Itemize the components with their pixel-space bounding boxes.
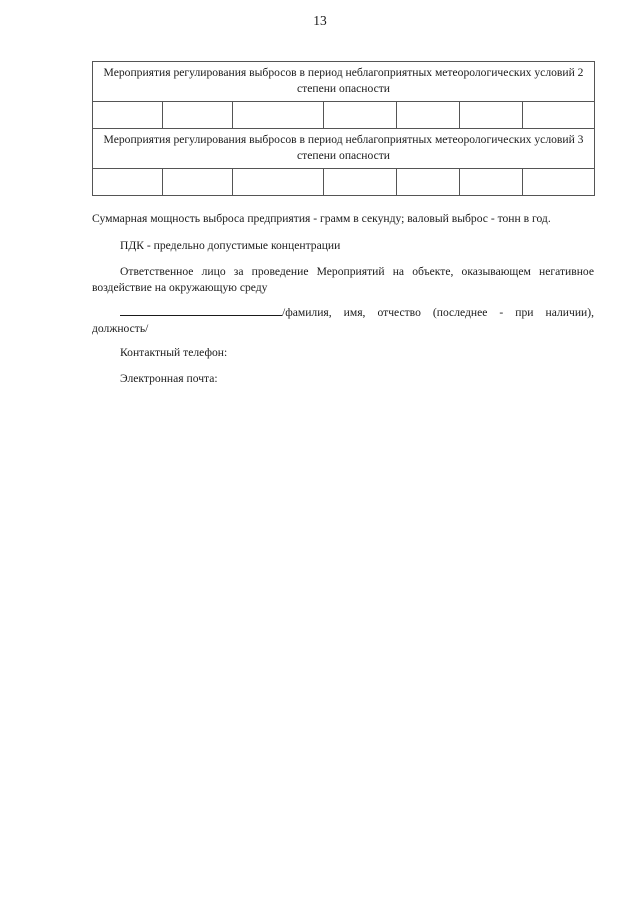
table-cell — [523, 102, 595, 129]
table-cell — [397, 102, 460, 129]
email-label: Электронная почта: — [120, 372, 218, 385]
signature-caption: /фамилия, имя, отчество (последнее - при наличии), должность/ — [92, 306, 594, 335]
phone-label: Контактный телефон: — [120, 346, 228, 359]
table-row — [93, 129, 595, 169]
table-cell — [397, 169, 460, 196]
responsible-person-text: Ответственное лицо за проведение Мероприятий на объекте, оказывающем негативное воздействие на окружающую среду — [92, 265, 594, 294]
table-cell — [324, 169, 397, 196]
signature-line — [120, 303, 282, 316]
section-2-title: Мероприятия регулирования выбросов в период неблагоприятных метеорологических условий 2 степени опасности — [93, 62, 595, 102]
signature-block — [92, 303, 594, 337]
table-row — [93, 169, 595, 196]
table-row — [93, 102, 595, 129]
table-cell — [233, 169, 324, 196]
section-3-title: Мероприятия регулирования выбросов в период неблагоприятных метеорологических условий 3 степени опасности — [93, 129, 595, 169]
table-row — [93, 62, 595, 102]
units-note: Суммарная мощность выброса предприятия - грамм в секунду; валовый выброс - тонн в год. — [92, 212, 551, 225]
table-cell — [523, 169, 595, 196]
table-cell — [93, 169, 163, 196]
table-cell — [163, 169, 233, 196]
table-cell — [460, 102, 523, 129]
page-number: 13 — [313, 13, 327, 28]
table-cell — [93, 102, 163, 129]
table-cell — [460, 169, 523, 196]
table-cell — [163, 102, 233, 129]
pdk-note: ПДК - предельно допустимые концентрации — [120, 239, 341, 252]
table-cell — [324, 102, 397, 129]
table-cell — [233, 102, 324, 129]
measures-table — [92, 61, 595, 196]
